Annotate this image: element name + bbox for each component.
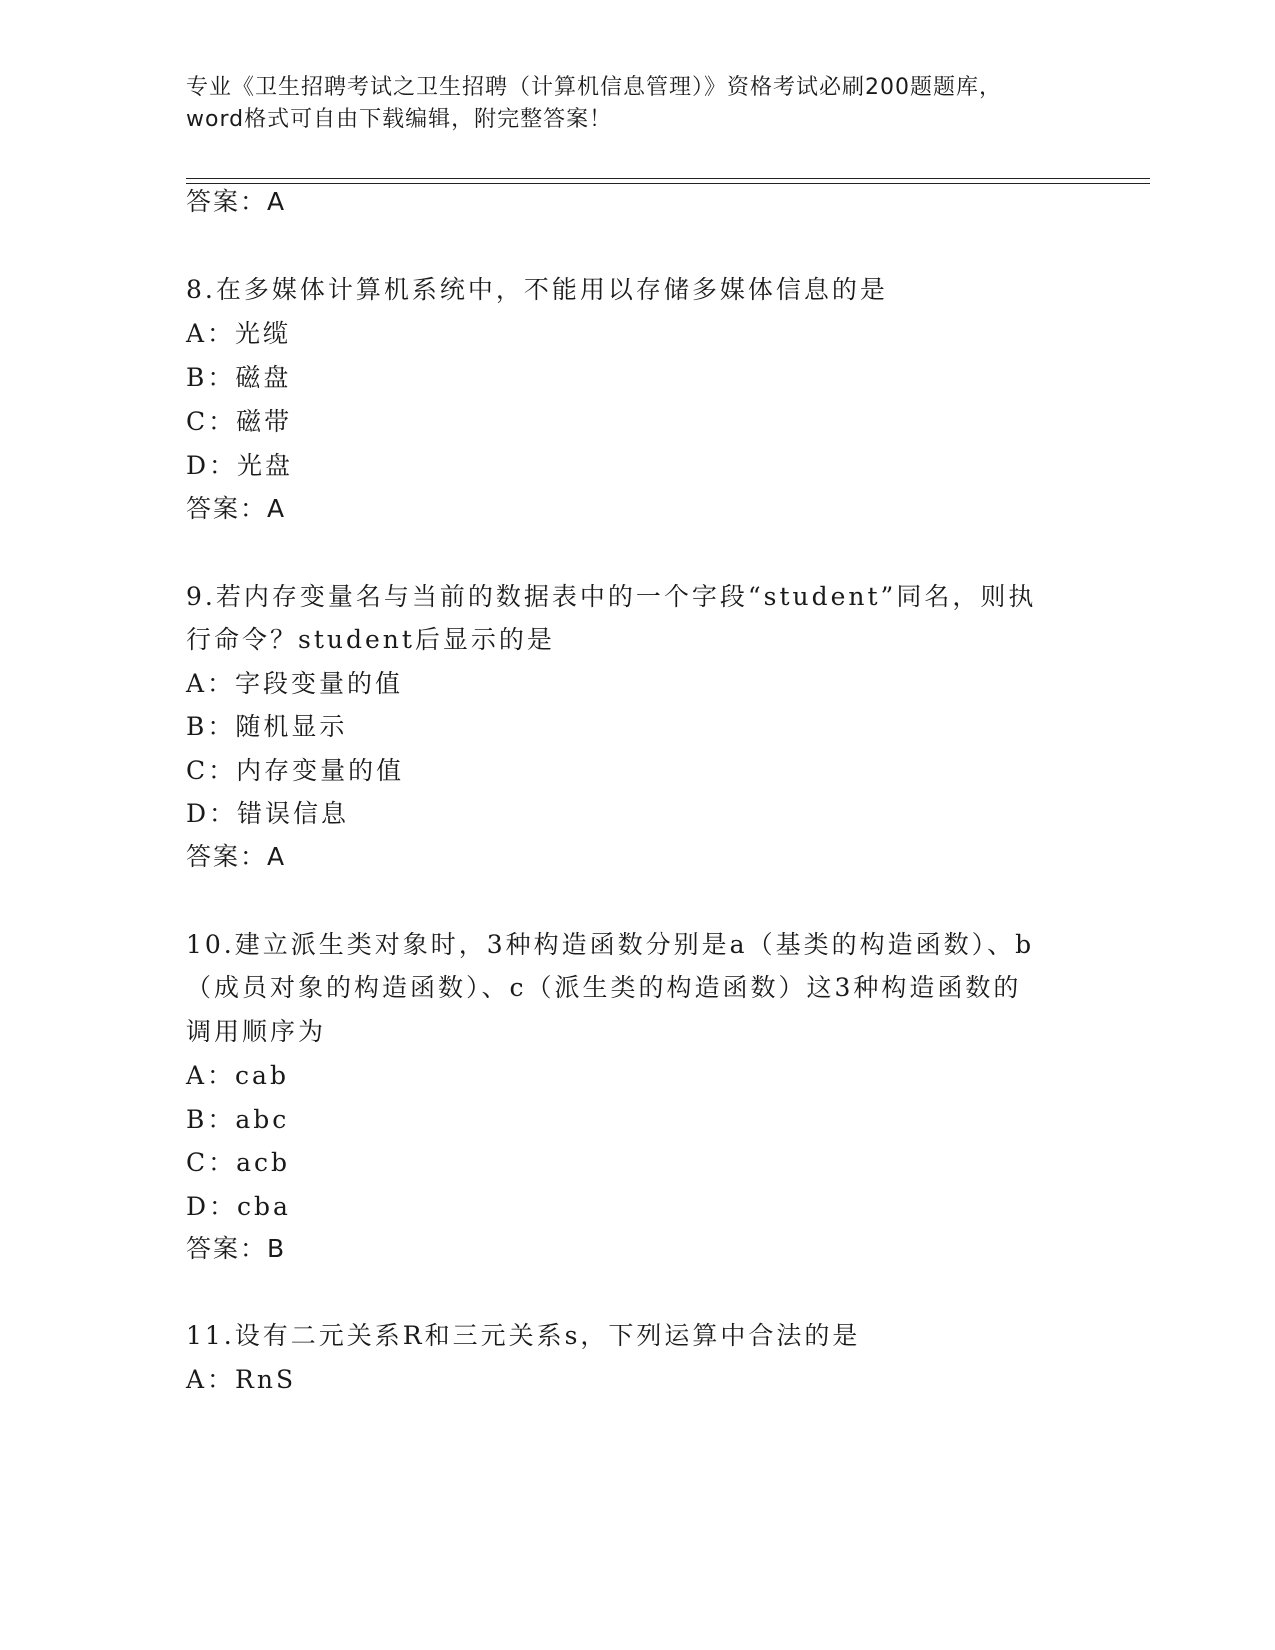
question-10-option-b: B：abc bbox=[186, 1105, 290, 1134]
question-8-option-a: A：光缆 bbox=[186, 319, 292, 348]
question-9-text-line-1: 9.若内存变量名与当前的数据表中的一个字段“student”同名，则执 bbox=[186, 582, 1037, 611]
answer-prev: 答案：A bbox=[186, 187, 287, 216]
question-9-option-d: D：错误信息 bbox=[186, 799, 350, 828]
question-9-answer: 答案：A bbox=[186, 842, 287, 871]
header-divider-bottom bbox=[186, 183, 1150, 184]
header-divider-top bbox=[186, 178, 1150, 179]
question-10-text-line-1: 10.建立派生类对象时，3种构造函数分别是a（基类的构造函数）、b bbox=[186, 930, 1035, 959]
question-8-option-b: B：磁盘 bbox=[186, 363, 292, 392]
question-10-answer: 答案：B bbox=[186, 1234, 287, 1263]
header-line-1: 专业《卫生招聘考试之卫生招聘（计算机信息管理）》资格考试必刷200题题库， bbox=[186, 75, 1002, 100]
question-9-option-b: B：随机显示 bbox=[186, 712, 348, 741]
question-10-option-d: D：cba bbox=[186, 1192, 291, 1221]
question-8-answer: 答案：A bbox=[186, 494, 287, 523]
question-10-option-a: A：cab bbox=[186, 1061, 289, 1090]
header-line-2: word格式可自由下载编辑，附完整答案！ bbox=[186, 107, 613, 132]
question-8-text: 8.在多媒体计算机系统中，不能用以存储多媒体信息的是 bbox=[186, 275, 888, 304]
question-9-option-c: C：内存变量的值 bbox=[186, 756, 405, 785]
document-header bbox=[186, 72, 1086, 136]
question-10-option-c: C：acb bbox=[186, 1148, 291, 1177]
question-11-text: 11.设有二元关系R和三元关系s，下列运算中合法的是 bbox=[186, 1321, 861, 1350]
question-8-option-d: D：光盘 bbox=[186, 451, 294, 480]
question-8-option-c: C：磁带 bbox=[186, 407, 293, 436]
question-10-text-line-2: （成员对象的构造函数）、c（派生类的构造函数）这3种构造函数的 bbox=[186, 973, 1022, 1002]
question-9-option-a: A：字段变量的值 bbox=[186, 669, 404, 698]
question-9-text-line-2: 行命令？student后显示的是 bbox=[186, 625, 555, 654]
question-11-option-a: A：RnS bbox=[186, 1365, 297, 1394]
question-10-text-line-3: 调用顺序为 bbox=[186, 1017, 327, 1046]
